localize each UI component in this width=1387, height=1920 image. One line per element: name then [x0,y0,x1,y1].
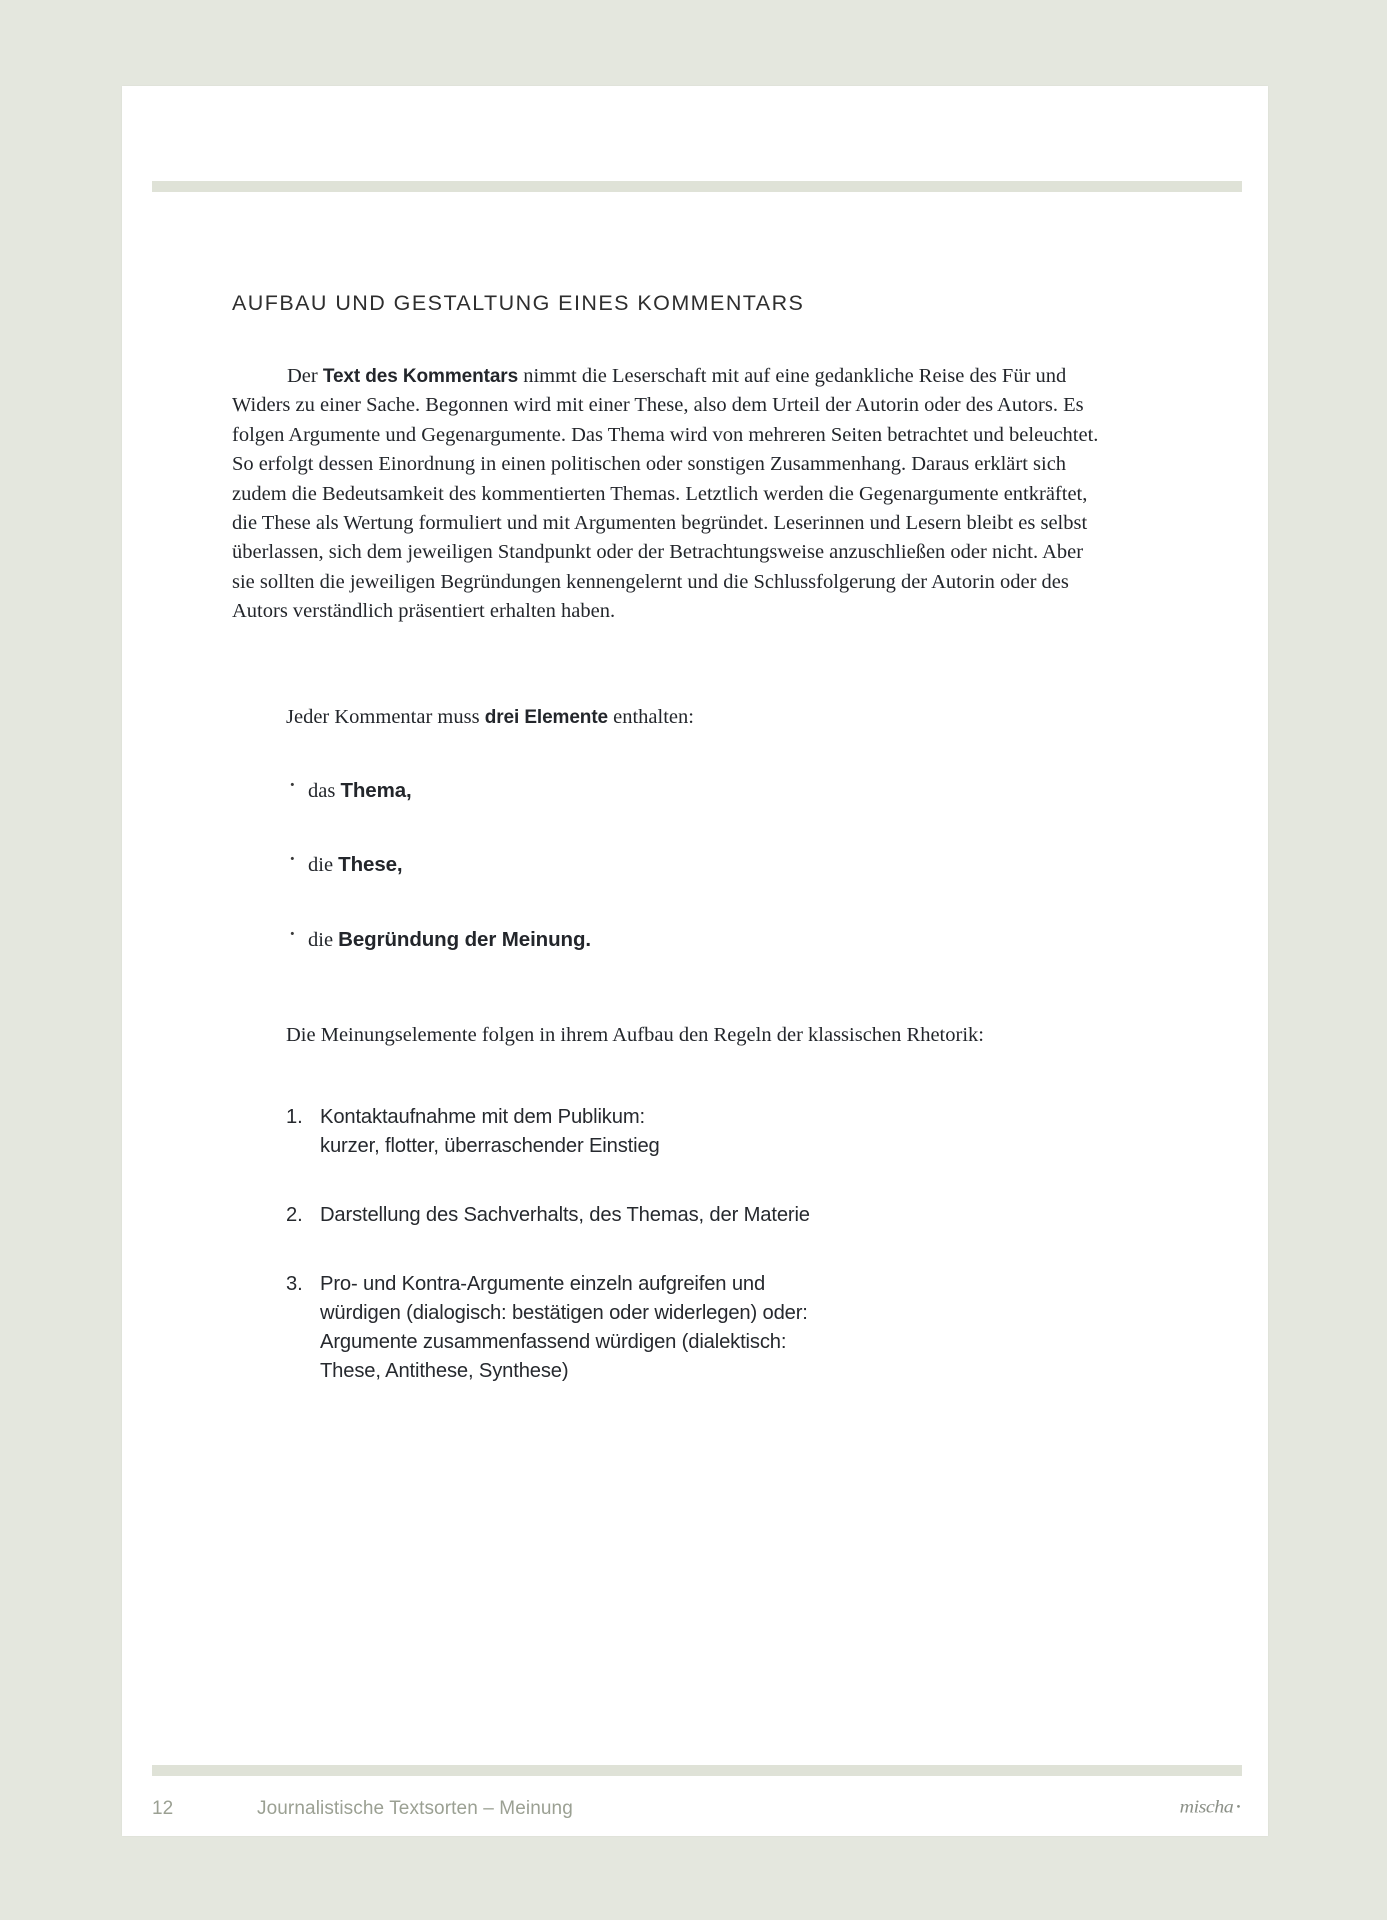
intro-paragraph [232,362,1102,627]
intro-body: nimmt die Leserschaft mit auf eine gedankliche Reise des Für und Widers zu einer Sache. Begonnen wird mit einer These, also dem Urteil der Autorin oder des Autors. Es folgen Argumente und Gegenargumente. Das Thema wird von mehreren Seiten betrachtet und beleuchtet. So erfolgt dessen Einordnung in einen politischen oder sonstigen Zusammenhang. Daraus erklärt sich zudem die Bedeutsamkeit des kommentierten Themas. Letztlich werden die Gegenargumente entkräftet, die These als Wertung formuliert und mit Argumenten begründet. Leserinnen und Lesern bleibt es selbst überlassen, sich dem jeweiligen Standpunkt oder der Betrachtungsweise anzuschließen oder nicht. Aber sie sollten die jeweiligen Begründungen kennengelernt und die Schlussfolgerung der Autorin oder des Autors verständlich präsentiert erhalten haben. [232,365,1099,623]
logo-mark-icon: • [1236,1800,1240,1814]
spacer-before-numbers [232,1051,1102,1063]
list-item [286,1201,1102,1230]
page-footer [122,1798,1268,1836]
bullet-article: die [308,928,339,951]
bullet-term: These, [338,853,403,877]
bullet-article: die [308,854,339,877]
intro-lead-serif: Der [287,365,323,387]
page-content [232,291,1102,1386]
list-item [286,1270,1102,1386]
page-number: 12 [152,1798,174,1819]
list-item [286,1103,1102,1161]
bullet-term: Thema, [340,779,412,803]
list-item [286,850,1102,880]
logo-wordmark: mischa [1179,1796,1234,1818]
item-line: These, Antithese, Synthese) [320,1359,569,1382]
elements-bullet-list [232,776,1102,955]
item-line: Argumente zusammenfassend würdigen (dialektisch: [320,1330,787,1353]
publisher-logo [1180,1797,1240,1818]
page-title: AUFBAU UND GESTALTUNG EINES KOMMENTARS [232,291,805,315]
footer-caption: Journalistische Textsorten – Meinung [257,1798,573,1819]
intro-lead-bold: Text des Kommentars [322,366,519,387]
bullets-intro [232,703,1102,732]
item-line: Pro- und Kontra-Argumente einzeln aufgreifen und [320,1272,766,1295]
footer-rule [152,1765,1242,1776]
bullet-article: das [308,780,341,803]
item-number: 2. [286,1203,303,1226]
spacer-after-bullets [232,955,1102,1021]
list-item [286,925,1102,955]
item-line: Kontaktaufnahme mit dem Publikum: [320,1105,645,1128]
item-number: 3. [286,1272,303,1295]
bullets-intro-before: Jeder Kommentar muss [286,705,485,728]
bullets-intro-bold: drei Elemente [484,706,609,728]
item-line: würdigen (dialogisch: bestätigen oder widerlegen) oder: [320,1301,808,1324]
rhetoric-intro: Die Meinungselemente folgen in ihrem Aufbau den Regeln der klassischen Rhetorik: [286,1024,984,1047]
item-number: 1. [286,1105,303,1128]
spacer-after-intro [232,627,1102,703]
list-item [286,776,1102,806]
item-line: kurzer, flotter, überraschender Einstieg [320,1134,660,1157]
header-rule [152,181,1242,192]
bullets-intro-after: enthalten: [608,705,694,728]
rhetoric-numbered-list [232,1103,1102,1386]
item-line: Darstellung des Sachverhalts, des Themas, der Materie [320,1203,810,1226]
bullet-term: Begründung der Meinung. [338,927,591,951]
document-page [122,86,1268,1836]
